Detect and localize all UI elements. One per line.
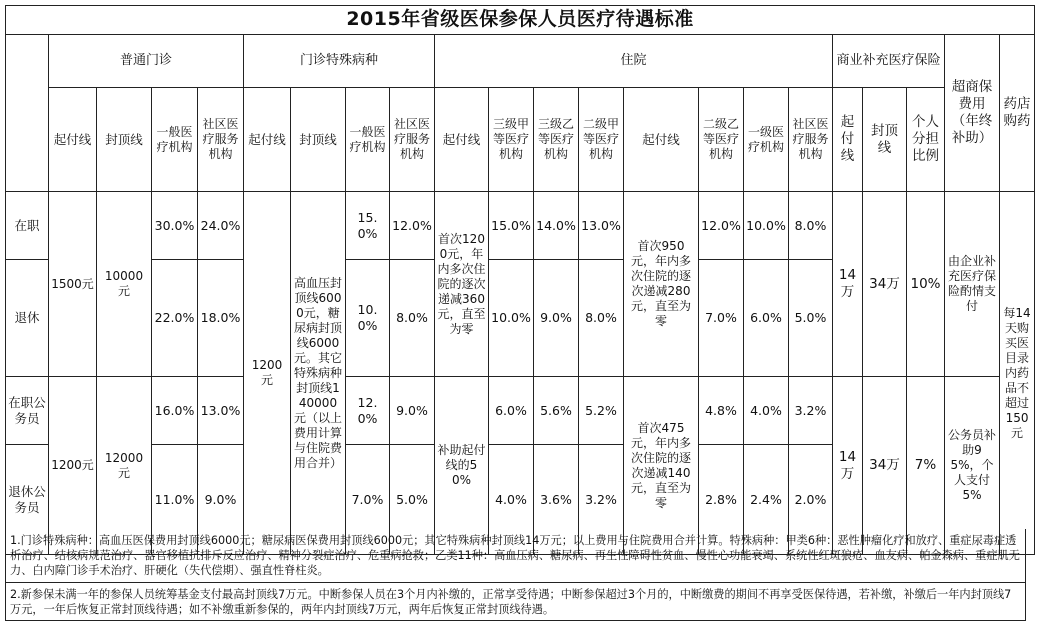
page-title: 2015年省级医保参保人员医疗待遇标准 [6,6,1035,35]
row-label-retired: 退休 [6,260,49,377]
table-cell: 2.0% [789,445,833,555]
pharmacy-limit: 每14天购买医目录内药品不超过150元 [1000,192,1035,555]
row-label-retired-civil-servant: 退休公务员 [6,445,49,555]
group-inpatient: 住院 [435,35,833,88]
header-co-cap: 封顶线 [863,88,907,192]
header-op-cap: 封顶线 [97,88,152,192]
table-cell: 3.2% [579,445,624,555]
table-cell: 22.0% [152,260,198,377]
table-cell: 5.6% [534,377,579,445]
group-over-quota: 超商保费用（年终补助） [945,35,1000,192]
sp-cap: 高血压封顶线6000元，糖尿病封顶线6000元。其它特殊病种封顶线140000元（以上费用计算与住院费用合并） [291,192,346,555]
note-special-diseases: 1.门诊特殊病种：高血压医保费用封顶线6000元；糖尿病医保费用封顶线6000元；其它特殊病种封顶线14万元；以上费用与住院费用合并计算。特殊病种：甲类6种：恶性肿瘤化疗和放疗、重症尿毒症透析治疗、结核病规范治疗、器官移植抗排斥反应治疗、精神分裂症治疗、危重病抢救；乙类11种：高血压病、糖尿病、再生性障碍性贫血、慢性心功能衰竭、系统性红斑狼疮、血友病、帕金森病、重症肌无力、白内障门诊手术治疗、肝硬化（失代偿期）、强直性脊柱炎。 [10,534,1020,577]
table-cell: 2.8% [699,445,744,555]
in-start-2-b: 首次475元，年内多次住院的逐次递减140元，直至为零 [624,377,699,555]
op-cap-a: 10000元 [97,192,152,377]
table-cell: 7.0% [699,260,744,377]
sp-start: 1200元 [244,192,291,555]
note-new-enrollees: 2.新参保未满一年的参保人员统筹基金支付最高封顶线7万元。中断参保人员在3个月内补缴的，正常享受待遇；中断参保超过3个月的，中断缴费的期间不再享受医保待遇，若补缴，补缴后一年内封顶线7万元，一年后恢复正常封顶线待遇；如不补缴重新参保的，两年内封顶线7万元，两年后恢复正常封顶线待遇。 [6,582,1025,621]
table-cell: 10.0% [346,260,390,377]
op-start-a: 1500元 [49,192,97,377]
header-in-1: 一级医疗机构 [744,88,789,192]
table-cell: 16.0% [152,377,198,445]
table-cell: 15.0% [346,192,390,260]
in-start-2-a: 首次950元，年内多次住院的逐次递减280元，直至为零 [624,192,699,377]
header-in-start-2: 起付线 [624,88,699,192]
co-start-a: 14万 [833,192,863,377]
header-op-community: 社区医疗服务机构 [198,88,244,192]
table-cell: 6.0% [744,260,789,377]
table-cell: 5.2% [579,377,624,445]
table-cell: 18.0% [198,260,244,377]
header-op-start: 起付线 [49,88,97,192]
table-cell: 15.0% [489,192,534,260]
group-special-disease: 门诊特殊病种 [244,35,435,88]
group-outpatient: 普通门诊 [49,35,244,88]
co-cap-b: 34万 [863,377,907,555]
table-cell: 13.0% [579,192,624,260]
table-cell: 4.0% [744,377,789,445]
group-commercial-insurance: 商业补充医疗保险 [833,35,945,88]
table-cell: 2.4% [744,445,789,555]
header-in-start-1: 起付线 [435,88,489,192]
table-cell: 9.0% [198,445,244,555]
header-sp-general: 一般医疗机构 [346,88,390,192]
header-in-3a: 三级甲等医疗机构 [489,88,534,192]
table-cell: 12.0% [390,192,435,260]
table-cell: 7.0% [346,445,390,555]
table-cell: 4.8% [699,377,744,445]
table-cell: 11.0% [152,445,198,555]
header-sp-start: 起付线 [244,88,291,192]
table-cell: 10.0% [744,192,789,260]
table-cell: 8.0% [390,260,435,377]
table-cell: 14.0% [534,192,579,260]
table-cell: 8.0% [789,192,833,260]
table-cell: 30.0% [152,192,198,260]
header-in-3b: 三级乙等医疗机构 [534,88,579,192]
in-start-1-a: 首次1200元，年内多次住院的逐次递减360元，直至为零 [435,192,489,377]
table-cell: 9.0% [534,260,579,377]
table-cell: 10.0% [489,260,534,377]
group-pharmacy: 药店购药 [1000,35,1035,192]
in-start-1-b: 补助起付线的50% [435,377,489,555]
co-start-b: 14万 [833,377,863,555]
table-cell: 13.0% [198,377,244,445]
table-cell: 3.6% [534,445,579,555]
over-quota-a: 由企业补充医疗保险酌情支付 [945,192,1000,377]
co-share-a: 10% [907,192,945,377]
co-share-b: 7% [907,377,945,555]
header-in-2b: 二级乙等医疗机构 [699,88,744,192]
header-sp-community: 社区医疗服务机构 [390,88,435,192]
table-cell: 8.0% [579,260,624,377]
row-label-employed-civil-servant: 在职公务员 [6,377,49,445]
row-label-employed: 在职 [6,192,49,260]
benefits-table-wrapper [5,5,1031,555]
table-cell: 6.0% [489,377,534,445]
header-co-start: 起付线 [833,88,863,192]
table-cell: 12.0% [346,377,390,445]
header-sp-cap: 封顶线 [291,88,346,192]
table-cell: 12.0% [699,192,744,260]
benefits-table [5,5,1035,555]
table-cell: 3.2% [789,377,833,445]
header-in-community: 社区医疗服务机构 [789,88,833,192]
over-quota-b: 公务员补助95%，个人支付5% [945,377,1000,555]
op-start-b: 1200元 [49,377,97,555]
table-cell: 5.0% [789,260,833,377]
header-in-2a: 二级甲等医疗机构 [579,88,624,192]
header-op-general: 一般医疗机构 [152,88,198,192]
table-cell: 5.0% [390,445,435,555]
header-co-share: 个人分担比例 [907,88,945,192]
table-cell: 9.0% [390,377,435,445]
table-cell: 24.0% [198,192,244,260]
corner-cell [6,35,49,192]
co-cap-a: 34万 [863,192,907,377]
notes-section [5,529,1026,621]
op-cap-b: 12000元 [97,377,152,555]
table-cell: 4.0% [489,445,534,555]
